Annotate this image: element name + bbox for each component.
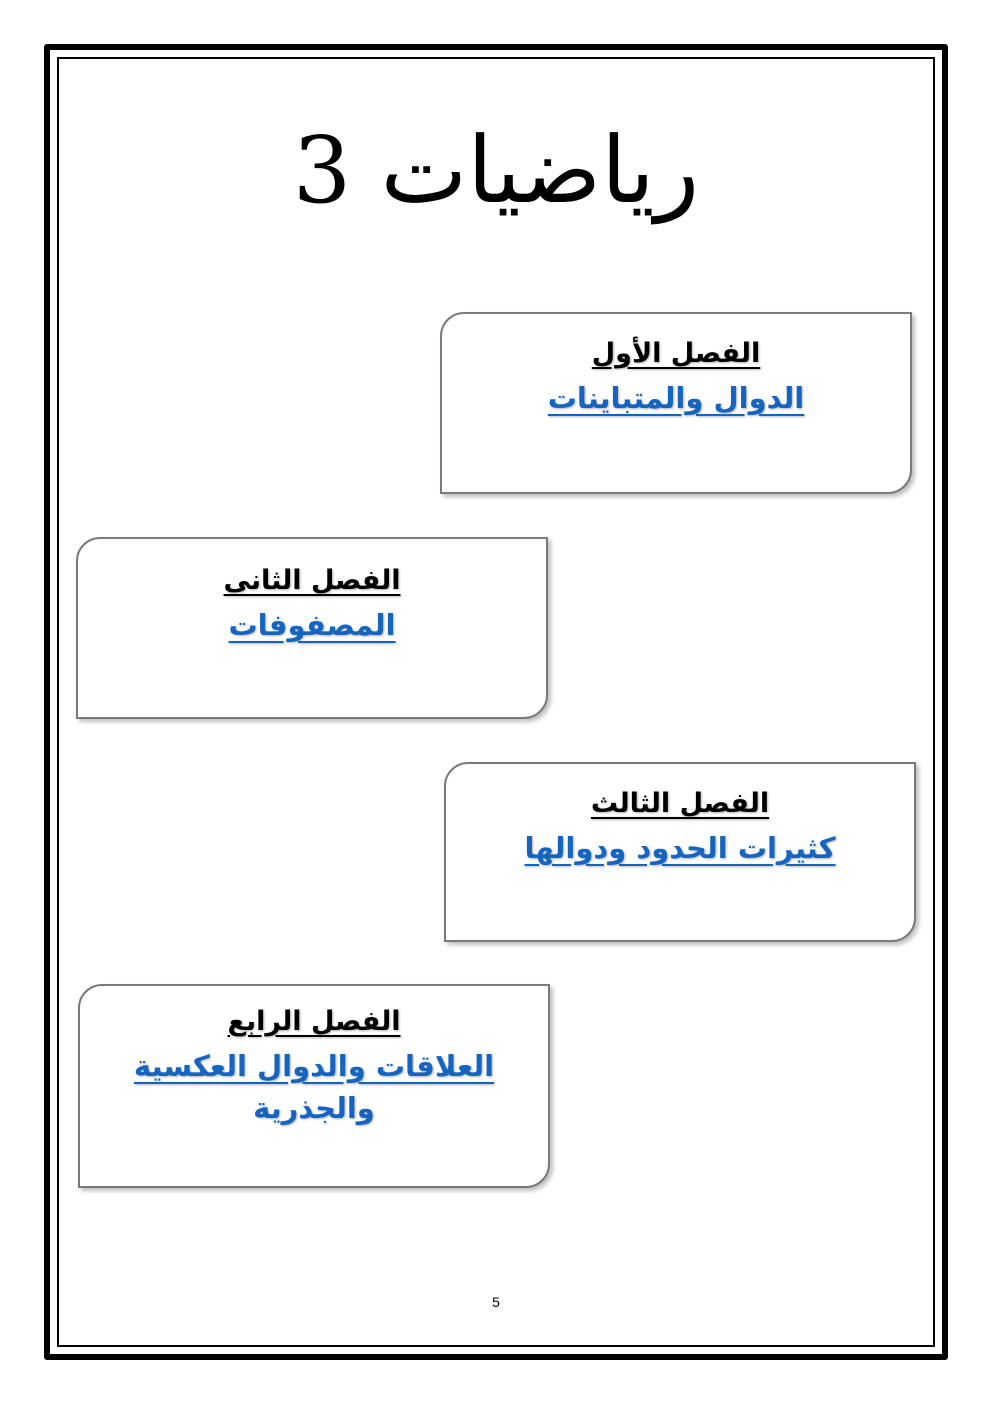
chapter-card-1 — [440, 312, 912, 494]
chapter-1-link[interactable]: الدوال والمتباينات — [547, 381, 805, 415]
page-number: 5 — [492, 1294, 500, 1310]
chapter-card-4 — [78, 984, 550, 1188]
chapter-3-link[interactable]: كثيرات الحدود ودوالها — [524, 831, 836, 865]
chapter-2-heading: الفصل الثانى — [223, 565, 401, 596]
chapter-card-3 — [444, 762, 916, 942]
page-title: رياضيات 3 — [292, 117, 700, 224]
chapter-3-heading: الفصل الثالث — [590, 788, 770, 819]
chapter-2-link[interactable]: المصفوفات — [228, 608, 396, 642]
chapter-4-heading: الفصل الرابع — [227, 1006, 401, 1037]
chapter-card-2 — [76, 537, 548, 719]
chapter-1-heading: الفصل الأول — [591, 338, 761, 369]
chapter-4-link-line2[interactable]: والجذرية — [253, 1091, 375, 1126]
chapter-4-link[interactable]: العلاقات والدوال العكسية — [133, 1049, 495, 1083]
